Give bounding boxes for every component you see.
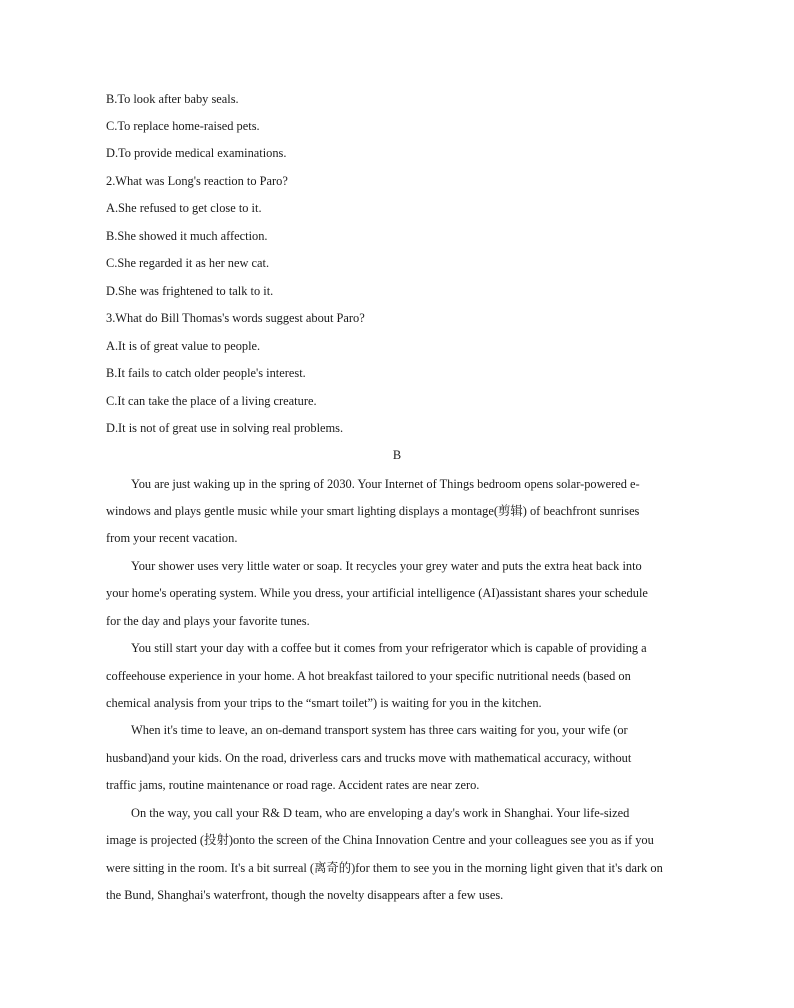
q1-option-b: B.To look after baby seals.: [106, 92, 239, 106]
q3-option-d: D.It is not of great use in solving real problems.: [106, 421, 344, 435]
q2-option-a: A.She refused to get close to it.: [106, 201, 262, 215]
passage-line: for the day and plays your favorite tunes.: [106, 614, 310, 628]
passage-line: image is projected (投射)onto the screen of the China Innovation Centre and your colleagues see you as if you: [106, 833, 654, 847]
q2-option-b: B.She showed it much affection.: [106, 229, 268, 243]
passage-line: were sitting in the room. It's a bit surreal (离奇的)for them to see you in the morning light given that it's dark on: [106, 861, 663, 875]
question-3-stem: 3.What do Bill Thomas's words suggest about Paro?: [106, 311, 365, 325]
passage-line: Your shower uses very little water or soap. It recycles your grey water and puts the extra heat back into: [131, 559, 642, 573]
passage-line: coffeehouse experience in your home. A hot breakfast tailored to your specific nutritional needs (based on: [106, 669, 631, 683]
passage-line: windows and plays gentle music while your smart lighting displays a montage(剪辑) of beachfront sunrises: [106, 504, 640, 518]
section-b-heading: B: [392, 448, 402, 462]
q1-option-c: C.To replace home-raised pets.: [106, 119, 260, 133]
passage-line: You are just waking up in the spring of 2030. Your Internet of Things bedroom opens solar-powered e-: [131, 477, 640, 491]
passage-line: husband)and your kids. On the road, driverless cars and trucks move with mathematical accuracy, without: [106, 751, 632, 765]
q2-option-d: D.She was frightened to talk to it.: [106, 284, 274, 298]
passage-line: from your recent vacation.: [106, 531, 238, 545]
q1-option-d: D.To provide medical examinations.: [106, 146, 287, 160]
passage-line: You still start your day with a coffee but it comes from your refrigerator which is capable of providing a: [131, 641, 647, 655]
q3-option-c: C.It can take the place of a living creature.: [106, 394, 317, 408]
passage-line: When it's time to leave, an on-demand transport system has three cars waiting for you, your wife (or: [131, 723, 628, 737]
passage-line: chemical analysis from your trips to the “smart toilet”) is waiting for you in the kitchen.: [106, 696, 542, 710]
question-2-stem: 2.What was Long's reaction to Paro?: [106, 174, 288, 188]
q3-option-a: A.It is of great value to people.: [106, 339, 261, 353]
passage-line: traffic jams, routine maintenance or road rage. Accident rates are near zero.: [106, 778, 480, 792]
q2-option-c: C.She regarded it as her new cat.: [106, 256, 270, 270]
passage-line: the Bund, Shanghai's waterfront, though the novelty disappears after a few uses.: [106, 888, 504, 902]
passage-line: your home's operating system. While you dress, your artificial intelligence (AI)assistant shares your schedule: [106, 586, 648, 600]
q3-option-b: B.It fails to catch older people's interest.: [106, 366, 306, 380]
passage-line: On the way, you call your R& D team, who are enveloping a day's work in Shanghai. Your life-sized: [131, 806, 630, 820]
